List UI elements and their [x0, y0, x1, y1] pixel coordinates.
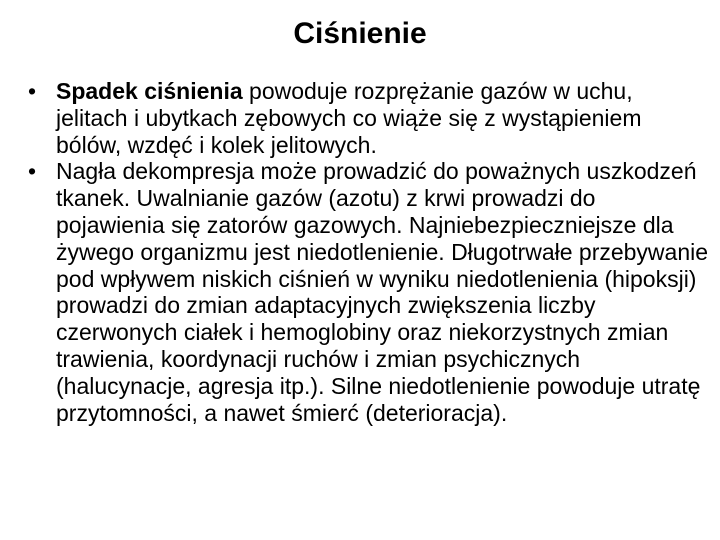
slide-title: Ciśnienie: [293, 17, 427, 50]
bullet-icon: •: [28, 78, 37, 104]
bullet-text: Nagła dekompresja może prowadzić do poważnych uszkodzeń tkanek. Uwalnianie gazów (azotu) z krwi prowadzi do pojawienia się zatorów gazowych. Najniebezpieczniejsze dla żywego organizmu jest niedotlenienie. Długotrwałe przebywanie pod wpływem niskich ciśnień w wyniku niedotlenienia (hipoksji) prowadzi do zmian adaptacyjnych zwiększenia liczby czerwonych ciałek i hemoglobiny oraz niekorzystnych zmian trawienia, koordynacji ruchów i zmian psychicznych (halucynacje, agresja itp.). Silne niedotlenienie powoduje utratę przytomności, a nawet śmierć (deterioracja).: [56, 158, 709, 426]
bullet-item-decompression: [28, 158, 710, 426]
bullet-list: [28, 78, 710, 426]
bullet-icon: •: [28, 158, 37, 185]
bullet-bold-term: Spadek ciśnienia: [56, 78, 243, 104]
bullet-text: powoduje rozprężanie gazów w uchu, jelitach i ubytkach zębowych co wiąże się z wystąpieniem bólów, wzdęć i kolek jelitowych.: [56, 78, 642, 158]
bullet-item-pressure-drop: [28, 78, 710, 158]
